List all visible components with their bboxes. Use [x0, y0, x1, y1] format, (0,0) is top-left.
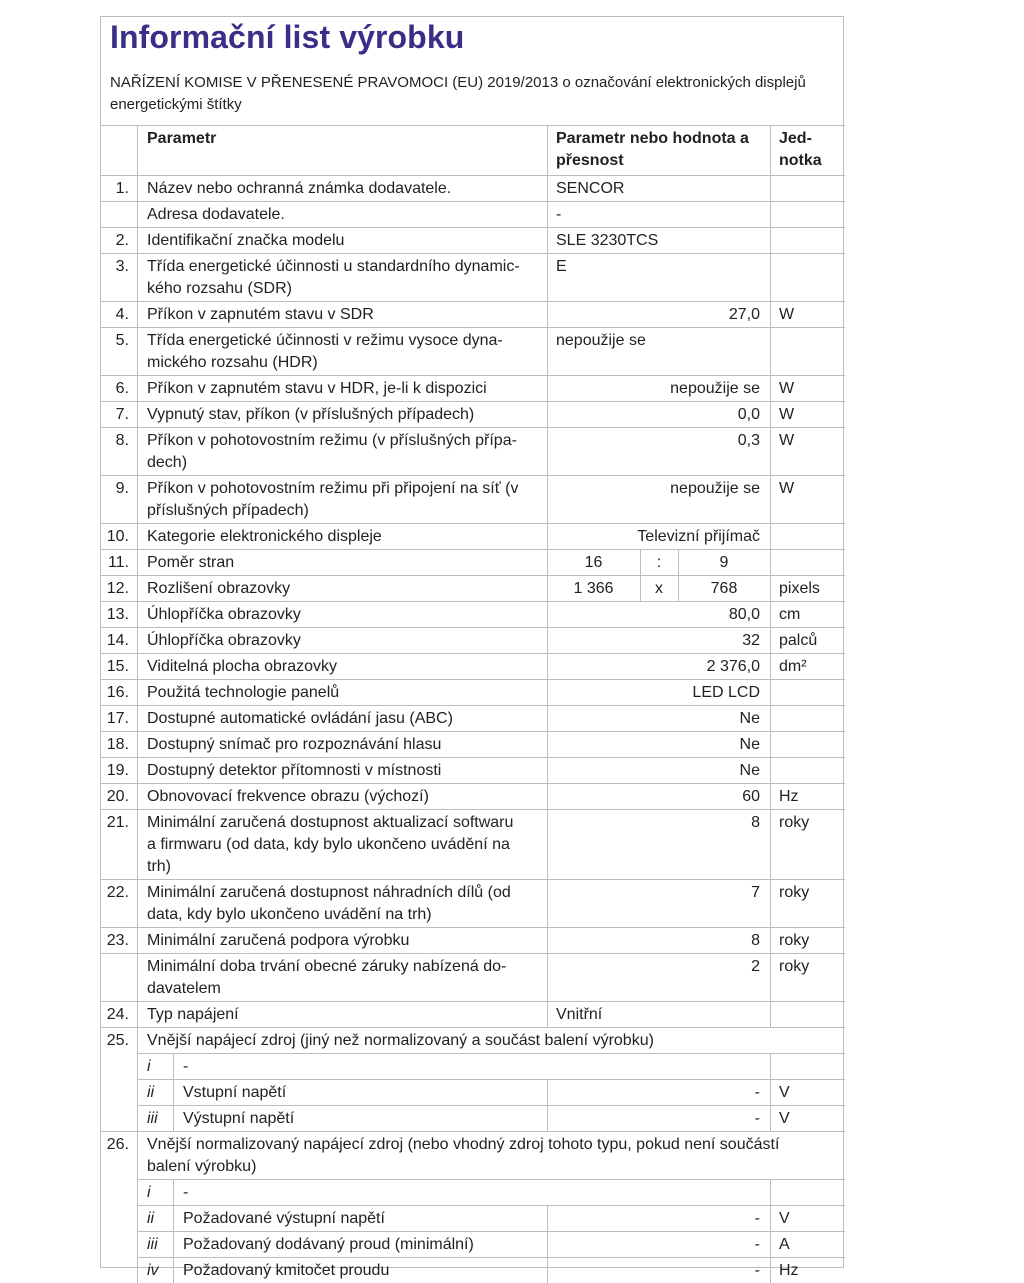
- sub-row-label: -: [183, 1058, 189, 1075]
- column-border: [547, 927, 548, 953]
- row-label: davatelem: [147, 980, 221, 997]
- column-border: [770, 809, 771, 879]
- column-border: [137, 201, 138, 227]
- row-border: [101, 705, 845, 706]
- row-border: [137, 1257, 845, 1258]
- column-border: [137, 809, 138, 879]
- column-border: [137, 1205, 138, 1231]
- row-number: 9.: [115, 480, 129, 497]
- row-value: LED LCD: [692, 684, 760, 701]
- row-label: Úhlopříčka obrazovky: [147, 632, 301, 649]
- column-border: [137, 953, 138, 1001]
- column-border: [137, 783, 138, 809]
- row-number: 6.: [115, 380, 129, 397]
- column-border: [137, 175, 138, 201]
- column-border: [770, 575, 771, 601]
- row-border: [101, 757, 845, 758]
- row-unit: W: [779, 480, 795, 497]
- column-border: [770, 1179, 771, 1205]
- product-information-sheet: [100, 16, 844, 1279]
- row-number: 12.: [106, 580, 129, 597]
- row-label: Příkon v zapnutém stavu v SDR: [147, 306, 374, 323]
- column-border: [547, 327, 548, 375]
- row-value: SENCOR: [556, 180, 625, 197]
- column-border: [770, 1001, 771, 1027]
- row-value: 9: [719, 554, 729, 571]
- sub-row-numeral: iv: [147, 1262, 159, 1279]
- column-border: [770, 731, 771, 757]
- column-border: [770, 227, 771, 253]
- row-value-separator: :: [656, 554, 662, 571]
- row-value: nepoužije se: [670, 480, 760, 497]
- sub-row-unit: Hz: [779, 1262, 799, 1279]
- row-border: [101, 601, 845, 602]
- column-border: [137, 679, 138, 705]
- row-label: Viditelná plocha obrazovky: [147, 658, 338, 675]
- row-label: Třída energetické účinnosti u standardního dynamic-: [147, 258, 520, 275]
- row-number: 16.: [106, 684, 129, 701]
- column-border: [770, 1231, 771, 1257]
- column-border: [137, 125, 138, 175]
- row-label: Rozlišení obrazovky: [147, 580, 291, 597]
- column-border: [137, 1105, 138, 1131]
- row-border: [101, 927, 845, 928]
- column-border: [173, 1053, 174, 1079]
- column-border: [137, 627, 138, 653]
- column-border: [770, 1079, 771, 1105]
- row-label: Identifikační značka modelu: [147, 232, 345, 249]
- column-border: [137, 1179, 138, 1205]
- row-value: 80,0: [728, 606, 760, 623]
- column-border: [547, 731, 548, 757]
- row-value: 8: [751, 932, 760, 949]
- column-border: [547, 523, 548, 549]
- sub-row-unit: A: [779, 1236, 790, 1253]
- header-value: přesnost: [556, 152, 624, 169]
- row-border: [101, 653, 845, 654]
- column-border: [678, 575, 679, 601]
- row-label: mického rozsahu (HDR): [147, 354, 318, 371]
- header-parameter: Parametr: [147, 130, 217, 147]
- row-number: 1.: [115, 180, 129, 197]
- column-border: [547, 253, 548, 301]
- column-border: [137, 1257, 138, 1283]
- column-border: [547, 653, 548, 679]
- column-border: [547, 227, 548, 253]
- row-border: [101, 175, 845, 176]
- row-value: 27,0: [728, 306, 760, 323]
- column-border: [547, 757, 548, 783]
- row-label: Příkon v zapnutém stavu v HDR, je-li k dispozici: [147, 380, 487, 397]
- column-border: [547, 953, 548, 1001]
- row-number: 21.: [106, 814, 129, 831]
- row-value: 16: [584, 554, 603, 571]
- row-label: Minimální zaručená dostupnost náhradních dílů (od: [147, 884, 511, 901]
- row-value: 768: [710, 580, 738, 597]
- row-border: [101, 475, 845, 476]
- section-label: Vnější napájecí zdroj (jiný než normalizovaný a součást balení výrobku): [147, 1032, 654, 1049]
- row-value: 1 366: [573, 580, 614, 597]
- row-unit: W: [779, 406, 795, 423]
- row-border: [101, 1131, 845, 1132]
- row-unit: W: [779, 380, 795, 397]
- row-value: 60: [742, 788, 760, 805]
- column-border: [547, 1105, 548, 1131]
- column-border: [770, 327, 771, 375]
- row-border: [137, 1053, 845, 1054]
- section-label: balení výrobku): [147, 1158, 257, 1175]
- row-border: [137, 1179, 845, 1180]
- header-unit: notka: [779, 152, 822, 169]
- row-unit: pixels: [779, 580, 820, 597]
- column-border: [137, 731, 138, 757]
- row-unit: palců: [779, 632, 818, 649]
- column-border: [137, 1131, 138, 1179]
- row-label: Minimální doba trvání obecné záruky nabízená do-: [147, 958, 507, 975]
- column-border: [173, 1257, 174, 1283]
- row-value: 7: [751, 884, 760, 901]
- column-border: [770, 201, 771, 227]
- sub-row-numeral: i: [147, 1058, 151, 1075]
- column-border: [547, 601, 548, 627]
- row-number: 8.: [115, 432, 129, 449]
- column-border: [547, 1079, 548, 1105]
- sub-row-numeral: i: [147, 1184, 151, 1201]
- row-unit: Hz: [779, 788, 799, 805]
- row-border: [101, 783, 845, 784]
- column-border: [137, 705, 138, 731]
- sub-row-label: Vstupní napětí: [183, 1084, 287, 1101]
- row-value: Ne: [739, 736, 760, 753]
- column-border: [547, 705, 548, 731]
- column-border: [173, 1105, 174, 1131]
- column-border: [640, 575, 641, 601]
- row-label: Minimální zaručená dostupnost aktualizací softwaru: [147, 814, 514, 831]
- column-border: [137, 1027, 138, 1053]
- row-value: nepoužije se: [556, 332, 646, 349]
- row-label: Vypnutý stav, příkon (v příslušných případech): [147, 406, 475, 423]
- row-number: 18.: [106, 736, 129, 753]
- column-border: [137, 475, 138, 523]
- row-number: 4.: [115, 306, 129, 323]
- row-value-separator: x: [655, 580, 663, 597]
- row-border: [101, 575, 845, 576]
- column-border: [547, 375, 548, 401]
- row-label: příslušných případech): [147, 502, 309, 519]
- column-border: [770, 253, 771, 301]
- column-border: [770, 927, 771, 953]
- row-border: [137, 1205, 845, 1206]
- column-border: [547, 125, 548, 175]
- column-border: [137, 253, 138, 301]
- row-unit: dm²: [779, 658, 807, 675]
- column-border: [770, 1105, 771, 1131]
- row-border: [101, 253, 845, 254]
- row-value: E: [556, 258, 567, 275]
- row-value: Ne: [739, 710, 760, 727]
- row-border: [101, 227, 845, 228]
- column-border: [547, 201, 548, 227]
- row-number: 17.: [106, 710, 129, 727]
- column-border: [547, 1257, 548, 1283]
- row-border: [101, 375, 845, 376]
- row-number: 14.: [106, 632, 129, 649]
- row-label: trh): [147, 858, 171, 875]
- column-border: [173, 1231, 174, 1257]
- row-value: 0,3: [737, 432, 760, 449]
- row-number: 11.: [107, 554, 129, 571]
- row-label: Kategorie elektronického displeje: [147, 528, 382, 545]
- column-border: [137, 427, 138, 475]
- sub-row-unit: V: [779, 1210, 790, 1227]
- column-border: [547, 627, 548, 653]
- row-value: 2: [751, 958, 760, 975]
- row-unit: W: [779, 432, 795, 449]
- document-title: Informační list výrobku: [110, 19, 465, 55]
- column-border: [137, 757, 138, 783]
- row-label: Použitá technologie panelů: [147, 684, 340, 701]
- row-border: [101, 401, 845, 402]
- row-label: Dostupný detektor přítomnosti v místnosti: [147, 762, 442, 779]
- column-border: [770, 1053, 771, 1079]
- row-label: a firmwaru (od data, kdy bylo ukončeno uvádění na: [147, 836, 510, 853]
- row-border: [101, 201, 845, 202]
- sub-row-label: Požadovaný dodávaný proud (minimální): [183, 1236, 474, 1253]
- sub-row-numeral: ii: [147, 1084, 155, 1101]
- row-border: [101, 301, 845, 302]
- sub-row-numeral: iii: [147, 1236, 158, 1253]
- sub-row-value: -: [754, 1110, 760, 1127]
- sub-row-numeral: iii: [147, 1110, 158, 1127]
- column-border: [137, 1079, 138, 1105]
- row-border: [101, 1001, 845, 1002]
- row-value: SLE 3230TCS: [556, 232, 659, 249]
- column-border: [770, 301, 771, 327]
- sub-row-value: -: [754, 1084, 760, 1101]
- row-border: [101, 549, 845, 550]
- column-border: [770, 705, 771, 731]
- column-border: [137, 1001, 138, 1027]
- regulation-subtitle: NAŘÍZENÍ KOMISE V PŘENESENÉ PRAVOMOCI (EU) 2019/2013 o označování elektronických displejů energetickými štítky: [110, 74, 806, 113]
- column-border: [678, 549, 679, 575]
- row-number: 19.: [106, 762, 129, 779]
- row-value: nepoužije se: [670, 380, 760, 397]
- column-border: [137, 1053, 138, 1079]
- row-label: Adresa dodavatele.: [147, 206, 285, 223]
- column-border: [137, 653, 138, 679]
- section-label: Vnější normalizovaný napájecí zdroj (nebo vhodný zdroj tohoto typu, pokud není součástí: [147, 1136, 780, 1153]
- column-border: [547, 879, 548, 927]
- row-value: 8: [751, 814, 760, 831]
- column-border: [547, 809, 548, 879]
- column-border: [770, 879, 771, 927]
- row-unit: roky: [779, 884, 810, 901]
- row-label: dech): [147, 454, 188, 471]
- row-border: [101, 809, 845, 810]
- row-number: 2.: [115, 232, 129, 249]
- column-border: [770, 427, 771, 475]
- row-border: [101, 953, 845, 954]
- sub-row-unit: V: [779, 1110, 790, 1127]
- column-border: [137, 227, 138, 253]
- row-label: Minimální zaručená podpora výrobku: [147, 932, 410, 949]
- row-border: [137, 1079, 845, 1080]
- row-number: 15.: [106, 658, 129, 675]
- row-number: 22.: [106, 884, 129, 901]
- column-border: [770, 783, 771, 809]
- row-number: 10.: [106, 528, 129, 545]
- row-value: Televizní přijímač: [637, 528, 760, 545]
- column-border: [173, 1205, 174, 1231]
- row-value: Ne: [739, 762, 760, 779]
- sub-row-numeral: ii: [147, 1210, 155, 1227]
- row-number: 5.: [115, 332, 129, 349]
- row-number: 7.: [115, 406, 129, 423]
- row-border: [101, 879, 845, 880]
- row-border: [101, 679, 845, 680]
- column-border: [547, 175, 548, 201]
- row-number: 24.: [106, 1006, 129, 1023]
- column-border: [173, 1079, 174, 1105]
- row-border: [101, 523, 845, 524]
- row-label: Příkon v pohotovostním režimu při připojení na síť (v: [147, 480, 519, 497]
- sub-row-unit: V: [779, 1084, 790, 1101]
- column-border: [770, 401, 771, 427]
- row-border: [137, 1105, 845, 1106]
- column-border: [137, 1231, 138, 1257]
- column-border: [547, 575, 548, 601]
- row-unit: roky: [779, 958, 810, 975]
- sub-row-value: -: [754, 1210, 760, 1227]
- column-border: [547, 1231, 548, 1257]
- column-border: [770, 475, 771, 523]
- column-border: [770, 953, 771, 1001]
- row-number: 13.: [106, 606, 129, 623]
- header-value: Parametr nebo hodnota a: [556, 130, 749, 147]
- column-border: [640, 549, 641, 575]
- row-label: Úhlopříčka obrazovky: [147, 606, 301, 623]
- column-border: [770, 1205, 771, 1231]
- row-number: 3.: [115, 258, 129, 275]
- column-border: [770, 375, 771, 401]
- row-value: 32: [742, 632, 760, 649]
- column-border: [770, 1257, 771, 1283]
- column-border: [547, 1001, 548, 1027]
- row-number: 25.: [106, 1032, 129, 1049]
- sub-row-label: Požadovaný kmitočet proudu: [183, 1262, 390, 1279]
- row-label: Příkon v pohotovostním režimu (v příslušných přípa-: [147, 432, 517, 449]
- column-border: [547, 1205, 548, 1231]
- row-label: Název nebo ochranná známka dodavatele.: [147, 180, 452, 197]
- column-border: [547, 427, 548, 475]
- sub-row-label: -: [183, 1184, 189, 1201]
- row-number: 20.: [106, 788, 129, 805]
- column-border: [137, 401, 138, 427]
- column-border: [770, 125, 771, 175]
- sub-row-value: -: [754, 1236, 760, 1253]
- sub-row-value: -: [754, 1262, 760, 1279]
- column-border: [137, 601, 138, 627]
- column-border: [770, 627, 771, 653]
- row-border: [137, 1231, 845, 1232]
- row-label: Typ napájení: [147, 1006, 239, 1023]
- column-border: [547, 401, 548, 427]
- row-border: [101, 1027, 845, 1028]
- row-label: data, kdy bylo ukončeno uvádění na trh): [147, 906, 432, 923]
- row-number: 26.: [106, 1136, 129, 1153]
- column-border: [137, 575, 138, 601]
- sub-row-label: Výstupní napětí: [183, 1110, 295, 1127]
- row-unit: roky: [779, 932, 810, 949]
- row-border: [101, 731, 845, 732]
- row-border: [101, 327, 845, 328]
- column-border: [547, 301, 548, 327]
- column-border: [547, 679, 548, 705]
- column-border: [547, 549, 548, 575]
- column-border: [137, 523, 138, 549]
- row-label: Dostupný snímač pro rozpoznávání hlasu: [147, 736, 442, 753]
- row-unit: cm: [779, 606, 801, 623]
- column-border: [137, 549, 138, 575]
- column-border: [770, 757, 771, 783]
- column-border: [137, 375, 138, 401]
- column-border: [137, 327, 138, 375]
- row-value: Vnitřní: [556, 1006, 603, 1023]
- column-border: [770, 523, 771, 549]
- row-unit: roky: [779, 814, 810, 831]
- column-border: [770, 679, 771, 705]
- row-border: [101, 125, 845, 126]
- column-border: [770, 601, 771, 627]
- row-label: Třída energetické účinnosti v režimu vysoce dyna-: [147, 332, 503, 349]
- column-border: [770, 549, 771, 575]
- sub-row-label: Požadované výstupní napětí: [183, 1210, 385, 1227]
- row-label: Poměr stran: [147, 554, 235, 571]
- row-value: 0,0: [737, 406, 760, 423]
- column-border: [547, 475, 548, 523]
- row-border: [101, 627, 845, 628]
- column-border: [137, 879, 138, 927]
- column-border: [770, 653, 771, 679]
- column-border: [547, 783, 548, 809]
- row-value: -: [556, 206, 562, 223]
- row-unit: W: [779, 306, 795, 323]
- row-label: Obnovovací frekvence obrazu (výchozí): [147, 788, 429, 805]
- row-label: Dostupné automatické ovládání jasu (ABC): [147, 710, 453, 727]
- column-border: [770, 175, 771, 201]
- row-number: 23.: [106, 932, 129, 949]
- header-unit: Jed-: [779, 130, 812, 147]
- column-border: [173, 1179, 174, 1205]
- column-border: [137, 301, 138, 327]
- row-value: 2 376,0: [706, 658, 760, 675]
- row-label: kého rozsahu (SDR): [147, 280, 292, 297]
- column-border: [137, 927, 138, 953]
- row-border: [101, 427, 845, 428]
